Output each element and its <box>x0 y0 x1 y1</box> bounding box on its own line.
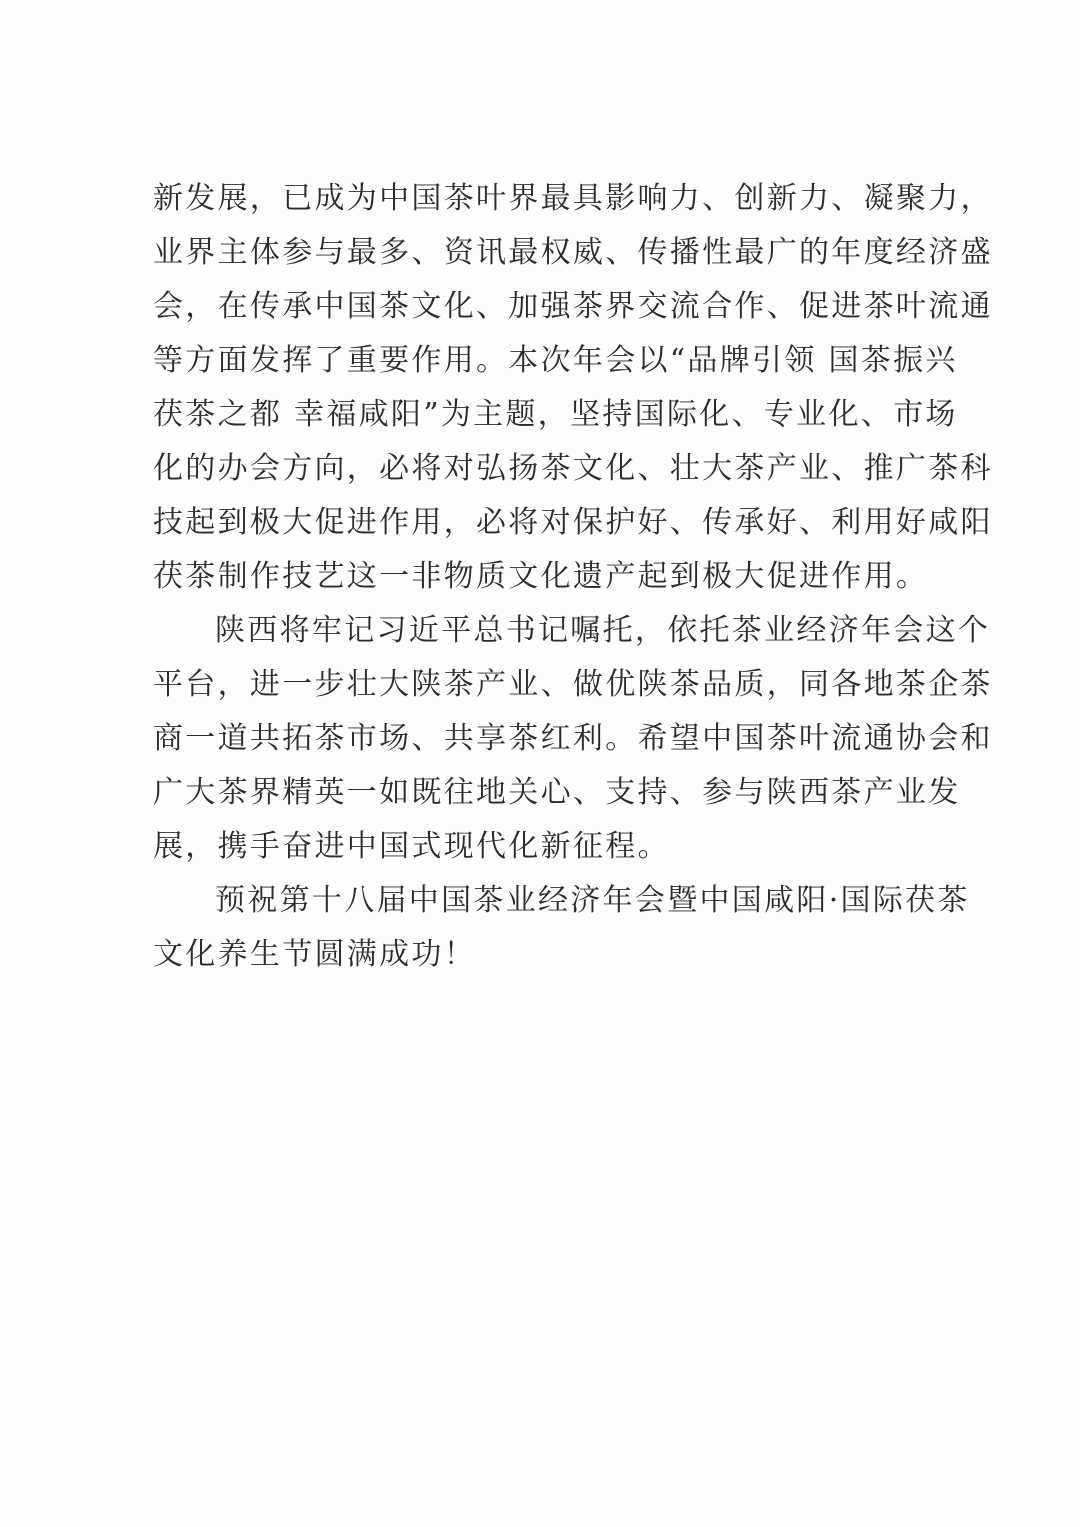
paragraph-shaanxi <box>153 604 993 874</box>
text-line: 茯茶之都 幸福咸阳”为主题，坚持国际化、专业化、市场 <box>153 397 958 432</box>
text-line: 展，携手奋进中国式现代化新征程。 <box>153 829 670 864</box>
text-line: 化的办会方向，必将对弘扬茶文化、壮大茶产业、推广茶科 <box>153 451 993 486</box>
text-line: 茯茶制作技艺这一非物质文化遗产起到极大促进作用。 <box>153 559 929 594</box>
text-line: 会，在传承中国茶文化、加强茶界交流合作、促进茶叶流通 <box>153 289 993 324</box>
text-line: 广大茶界精英一如既往地关心、支持、参与陕西茶产业发 <box>153 775 961 810</box>
paragraph-closing-wish <box>153 874 970 982</box>
text-line: 预祝第十八届中国茶业经济年会暨中国咸阳·国际茯茶 <box>215 883 970 918</box>
text-line: 技起到极大促进作用，必将对保护好、传承好、利用好咸阳 <box>153 505 993 540</box>
text-line: 新发展，已成为中国茶叶界最具影响力、创新力、凝聚力， <box>153 181 993 216</box>
paragraph-continuation <box>153 172 993 604</box>
text-line: 陕西将牢记习近平总书记嘱托，依托茶业经济年会这个 <box>215 613 991 648</box>
text-line: 商一道共拓茶市场、共享茶红利。希望中国茶叶流通协会和 <box>153 721 993 756</box>
text-line: 业界主体参与最多、资讯最权威、传播性最广的年度经济盛 <box>153 235 993 270</box>
text-line: 等方面发挥了重要作用。本次年会以“品牌引领 国茶振兴 <box>153 343 958 378</box>
document-body <box>153 172 993 982</box>
text-line: 平台，进一步壮大陕茶产业、做优陕茶品质，同各地茶企茶 <box>153 667 993 702</box>
text-line: 文化养生节圆满成功！ <box>153 937 476 972</box>
